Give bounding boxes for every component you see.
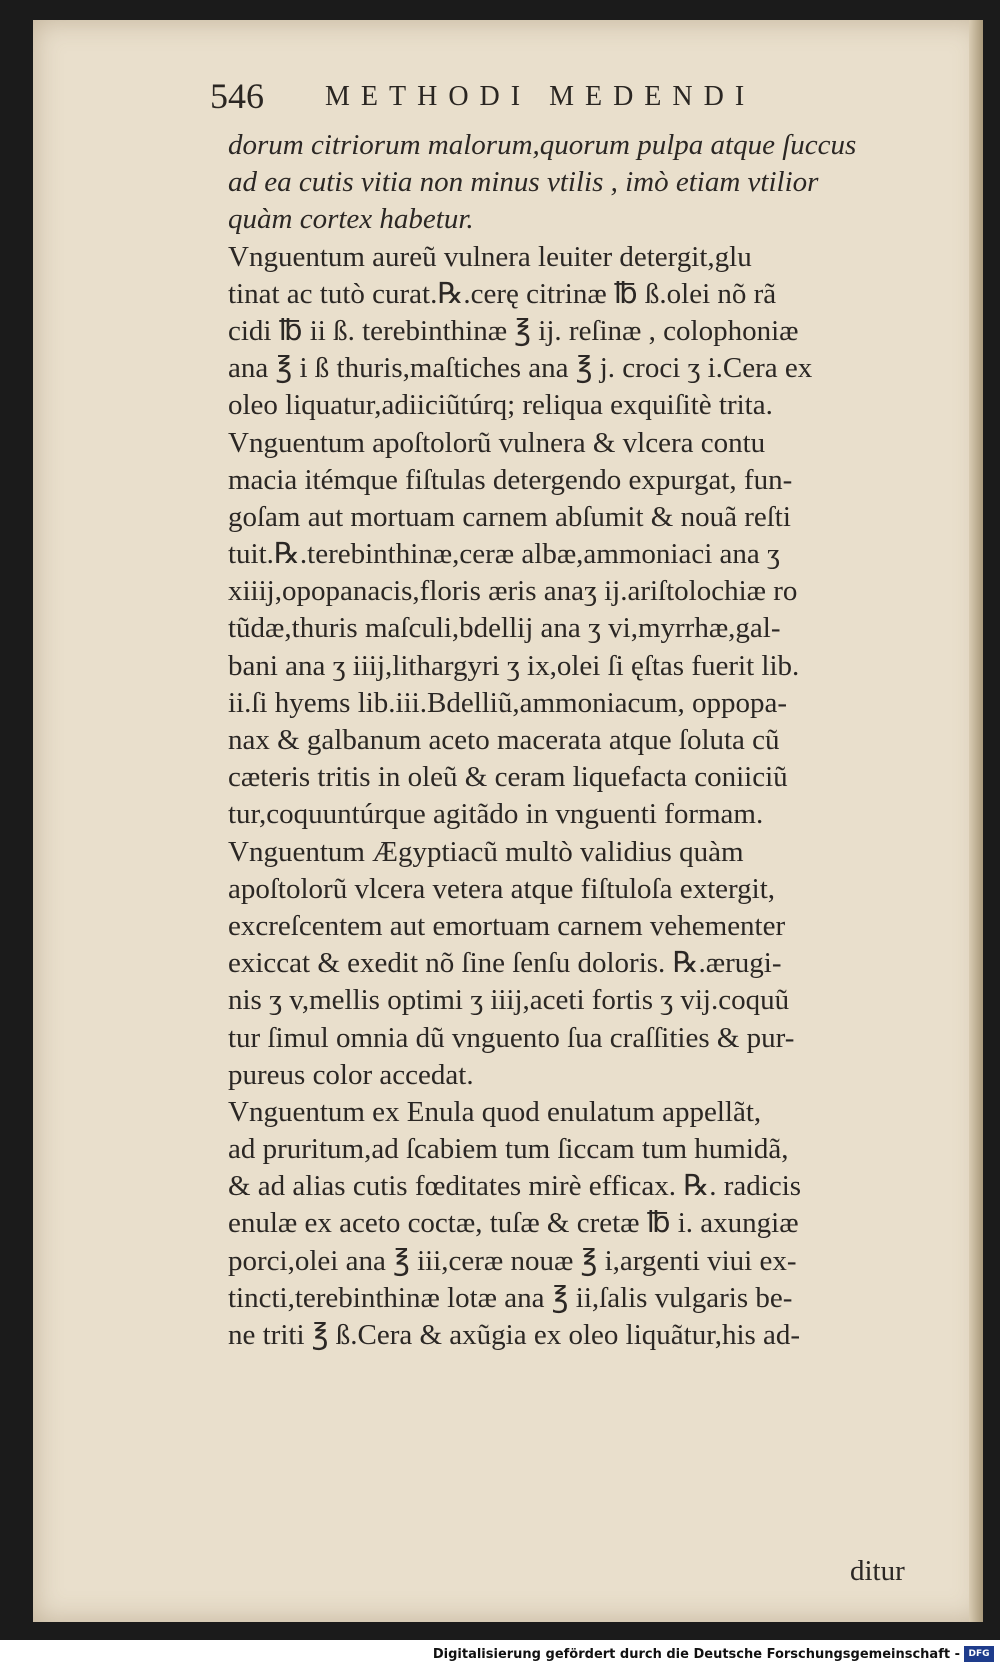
paragraph (228, 1094, 978, 1354)
text-line: ad pruritum,ad ſcabiem tum ſiccam tum humidã, (228, 1133, 789, 1166)
text-line: cæteris tritis in oleũ & ceram liquefacta coniiciũ (228, 761, 788, 794)
text-line: nis ʒ v,mellis optimi ʒ iiij,aceti fortis ʒ vij.coquũ (228, 984, 790, 1017)
text-line: Vnguentum Ægyptiacũ multò validius quàm (228, 835, 744, 868)
text-line: oleo liquatur,adiiciũtúrq; reliqua exquiſitè trita. (228, 389, 773, 422)
text-line: tinat ac tutò curat.℞.cerę citrinæ ℔ ß.olei nõ rã (228, 277, 777, 310)
text-line: tur,coquuntúrque agitãdo in vnguenti formam. (228, 798, 764, 831)
text-line: tincti,terebinthinæ lotæ ana ℥ ii,ſalis vulgaris be- (228, 1281, 793, 1314)
text-line: excreſcentem aut emortuam carnem vehementer (228, 909, 786, 942)
text-line: enulæ ex aceto coctæ, tuſæ & cretæ ℔ i. axungiæ (228, 1207, 799, 1240)
text-line: ad ea cutis vitia non minus vtilis , imò etiam vtilior (228, 166, 819, 199)
paragraph (228, 425, 978, 834)
text-line: ne triti ℥ ß.Cera & axũgia ex oleo liquãtur,his ad- (228, 1319, 801, 1351)
text-line: tũdæ,thuris maſculi,bdellij ana ʒ vi,myrrhæ,gal- (228, 612, 781, 645)
text-line: xiiij,opopanacis,floris æris anaʒ ij.ariſtolochiæ ro (228, 575, 798, 608)
text-line: quàm cortex habetur. (228, 203, 474, 236)
text-line: Vnguentum apoſtolorũ vulnera & vlcera contu (228, 426, 766, 459)
text-line: Vnguentum aureũ vulnera leuiter detergit,glu (228, 240, 752, 273)
page-number: 546 (210, 76, 264, 116)
text-line: exiccat & exedit nõ ſine ſenſu doloris. ℞.ærugi- (228, 947, 782, 980)
paragraph (228, 127, 978, 239)
text-line: ii.ſi hyems lib.iii.Bdelliũ,ammoniacum, oppopa- (228, 686, 787, 719)
funding-notice: Digitalisierung gefördert durch die Deutsche Forschungsgemeinschaft - (432, 1647, 960, 1662)
dfg-logo: DFG (964, 1646, 994, 1662)
text-line: nax & galbanum aceto macerata atque ſoluta cũ (228, 724, 780, 756)
text-line: macia itémque fiſtulas detergendo expurgat, fun- (228, 463, 793, 496)
catchword: ditur (850, 1555, 905, 1587)
text-line: ana ℥ i ß thuris,maſtiches ana ℥ j. croci ʒ i.Cera ex (228, 352, 813, 385)
text-line: apoſtolorũ vlcera vetera atque fiſtuloſa extergit, (228, 872, 776, 905)
body-text (228, 127, 978, 1354)
text-line: pureus color accedat. (228, 1058, 474, 1091)
running-head: METHODI MEDENDI (325, 81, 756, 112)
footer-bar (0, 1640, 1000, 1670)
text-line: cidi ℔ ii ß. terebinthinæ ℥ ij. reſinæ , colophoniæ (228, 314, 799, 347)
text-line: Vnguentum ex Enula quod enulatum appellãt, (228, 1095, 762, 1128)
text-line: & ad alias cutis fœditates mirè efficax. ℞. radicis (228, 1170, 802, 1203)
text-line: dorum citriorum malorum,quorum pulpa atque ſuccus (228, 129, 857, 161)
text-line: bani ana ʒ iiij,lithargyri ʒ ix,olei ſi ęſtas fuerit lib. (228, 649, 800, 682)
paragraph (228, 834, 978, 1094)
text-line: goſam aut mortuam carnem abſumit & nouã reſti (228, 500, 791, 533)
text-line: porci,olei ana ℥ iii,ceræ nouæ ℥ i,argenti viui ex- (228, 1244, 797, 1277)
text-line: tur ſimul omnia dũ vnguento ſua craſſities & pur- (228, 1021, 795, 1054)
page-header (210, 75, 950, 123)
paragraph (228, 239, 978, 425)
text-line: tuit.℞.terebinthinæ,ceræ albæ,ammoniaci ana ʒ (228, 538, 780, 571)
